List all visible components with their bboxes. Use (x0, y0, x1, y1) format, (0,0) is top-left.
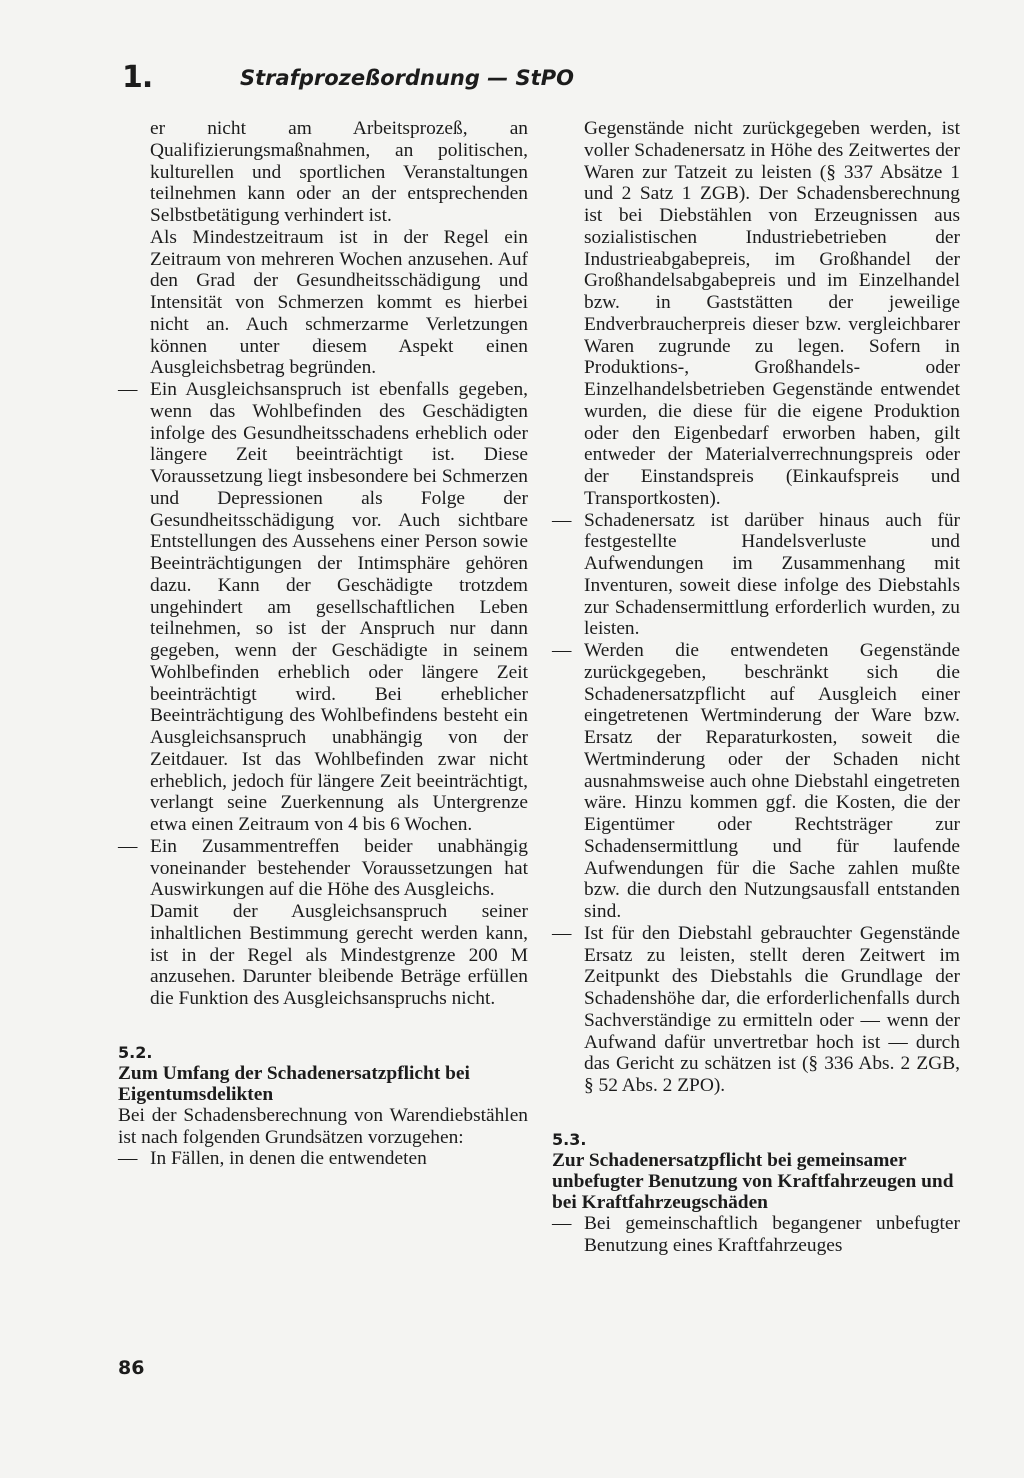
dash-marker: — (552, 922, 572, 944)
page-number: 86 (118, 1357, 145, 1379)
list-item-text: In Fällen, in denen die entwendeten (150, 1148, 427, 1170)
list-item (118, 1148, 528, 1170)
paragraph: Gegenstände nicht zurückgegeben werden, ist voller Schadenersatz in Höhe des Zeitwertes der Waren zur Tatzeit zu leisten (§ 337 Absätze 1 und 2 Satz 1 ZGB). Der Schadensberechnung ist bei Diebstählen von Erzeugnissen aus sozialistischen Industriebetrieben der Industrieabgabepreis, im Großhandel der Großhandelsabgabepreis und im Einzelhandel bzw. in Gaststätten der jeweilige Endverbraucherpreis dieser bzw. vergleichbarer Waren zugrunde zu legen. Sofern in Produktions-, Großhandels- oder Einzelhandelsbetrieben Gegenstände entwendet wurden, die diese für die eigene Produktion oder den Eigenbedarf erworben haben, gilt entweder der Materialverrechnungspreis oder der Einstandspreis (Einkaufspreis und Transportkosten). (584, 118, 960, 509)
right-column (552, 118, 960, 1256)
list-item (552, 1213, 960, 1257)
list-item-text: Ein Zusammentreffen beider unabhängig voneinander bestehender Voraussetzungen hat Auswirkungen auf die Höhe des Ausgleichs. (150, 835, 528, 901)
list-item (552, 923, 960, 1097)
list-item-text: Ein Ausgleichsanspruch ist ebenfalls gegeben, wenn das Wohlbefinden des Geschädigten infolge des Gesundheitsschadens erheblich oder längere Zeit beeinträchtigt ist. Diese Voraussetzung liegt insbesondere bei Schmerzen und Depressionen als Folge der Gesundheitsschädigung vor. Auch sichtbare Entstellungen des Aussehens einer Person sowie Beeinträchtigungen der Intimsphäre gehören dazu. Kann der Geschädigte trotzdem ungehindert am gesellschaftlichen Leben teilnehmen, so ist der Anspruch nur dann gegeben, wenn der Geschädigte in seinem Wohlbefinden erheblich oder längere Zeit beeinträchtigt wird. Bei erheblicher Beeinträchtigung des Wohlbefindens besteht ein Ausgleichsanspruch unabhängig von der Zeitdauer. Ist das Wohlbefinden zwar nicht erheblich, jedoch für längere Zeit beeinträchtigt, verlangt seine Zuerkennung als Untergrenze etwa einen Zeitraum von 4 bis 6 Wochen. (150, 379, 528, 835)
section-number: 5.2. (118, 1042, 153, 1062)
paragraph: Bei der Schadensberechnung von Warendiebstählen ist nach folgenden Grundsätzen vorzugehen: (118, 1104, 528, 1148)
dash-marker: — (552, 509, 572, 531)
dash-marker: — (118, 835, 138, 857)
list-item-text: Bei gemeinschaftlich begangener unbefugter Benutzung eines Kraftfahrzeuges (584, 1212, 960, 1256)
list-item-text: Werden die entwendeten Gegenstände zurückgegeben, beschränkt sich die Schadenersatzpflicht auf Ausgleich einer eingetretenen Wertminderung der Ware bzw. Ersatz der Reparaturkosten, soweit die Wertminderung oder der Schaden nicht ausnahmsweise auch ohne Diebstahl eingetreten wäre. Hinzu kommen ggf. die Kosten, die der Eigentümer oder Rechtsträger zur Schadensermittlung und für laufende Aufwendungen für die Sache zahlen mußte bzw. die durch den Nutzungsausfall entstanden sind. (584, 640, 960, 922)
dash-marker: — (552, 1212, 572, 1234)
paragraph: Als Mindestzeitraum ist in der Regel ein Zeitraum von mehreren Wochen anzusehen. Auf den Grad der Gesundheitsschädigung und Intensität von Schmerzen kommt es hierbei nicht an. Auch schmerzarme Verletzungen können unter diesem Aspekt einen Ausgleichsbetrag begründen. (150, 226, 528, 379)
section-number: 5.3. (552, 1129, 587, 1149)
list-item (552, 510, 960, 641)
list-item-text: Schadenersatz ist darüber hinaus auch für festgestellte Handelsverluste und Aufwendungen im Zusammenhang mit Inventuren, soweit diese infolge des Diebstahls zur Schadensermittlung erforderlich wurden, zu leisten. (584, 509, 960, 640)
section-title: Zur Schadenersatzpflicht bei gemeinsamer unbefugter Benutzung von Kraftfahrzeugen und bei Kraftfahrzeugschäden (552, 1149, 954, 1213)
list-item (552, 640, 960, 923)
running-head: Strafprozeßordnung — StPO (240, 66, 574, 90)
dash-marker: — (118, 379, 138, 400)
left-column (118, 118, 528, 1170)
list-item (118, 379, 528, 836)
dash-marker: — (118, 1148, 138, 1170)
list-item-text: Ist für den Diebstahl gebrauchter Gegenstände Ersatz zu leisten, stellt deren Zeitwert im Zeitpunkt des Diebstahls die Grundlage der Schadenshöhe dar, die erforderlichenfalls durch Sachverständige zu ermitteln oder — wenn der Aufwand dafür unvertretbar hoch ist — durch das Gericht zu schätzen ist (§ 336 Abs. 2 ZGB, § 52 Abs. 2 ZPO). (584, 922, 960, 1096)
paragraph: er nicht am Arbeitsprozeß, an Qualifizierungsmaßnahmen, an politischen, kulturellen und sportlichen Veranstaltungen teilnehmen kann oder an der entsprechenden Selbstbetätigung verhindert ist. (150, 118, 528, 226)
list-item (118, 836, 528, 901)
paragraph: Damit der Ausgleichsanspruch seiner inhaltlichen Bestimmung gerecht werden kann, ist in der Regel als Mindestgrenze 200 M anzusehen. Darunter bleibende Beträge erfüllen die Funktion des Ausgleichsanspruchs nicht. (150, 901, 528, 1009)
section-title: Zum Umfang der Schadenersatzpflicht bei Eigentumsdelikten (118, 1062, 470, 1105)
chapter-number: 1. (122, 60, 153, 95)
dash-marker: — (552, 640, 572, 661)
